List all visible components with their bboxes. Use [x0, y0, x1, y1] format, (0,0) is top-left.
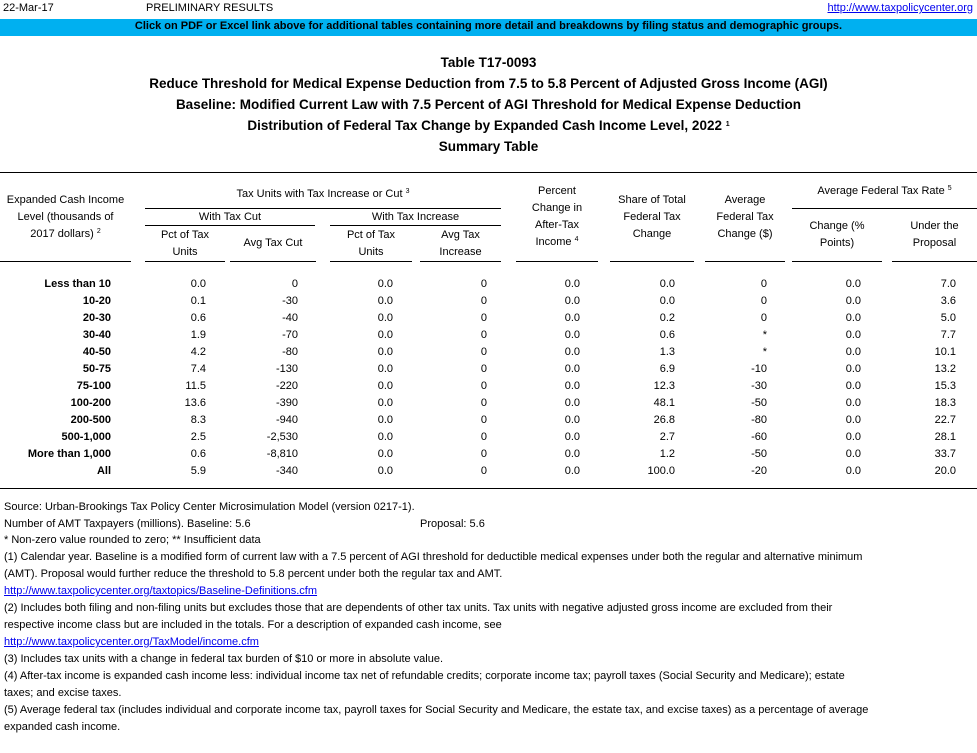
cell-avg-tax-cut: -220: [275, 380, 298, 392]
col-share-header: Share of Total Federal Tax Change: [618, 194, 686, 240]
cell-share-total-change: 1.3: [659, 346, 675, 358]
cell-pct-units-inc: 0.0: [377, 312, 393, 324]
cell-pct-units-cut: 0.6: [190, 312, 206, 324]
col-rule-share: [610, 261, 694, 262]
col-rule-avginc: [420, 261, 501, 262]
cell-pct-change-income: 0.0: [564, 414, 580, 426]
cell-avg-tax-cut: -340: [275, 465, 298, 477]
cell-avg-tax-change: -20: [751, 465, 767, 477]
cell-avg-tax-change: 0: [760, 312, 767, 324]
cell-rate-change: 0.0: [845, 465, 861, 477]
cell-rate-change: 0.0: [845, 329, 861, 341]
col-avg-tax-inc-header: Avg Tax Increase: [439, 229, 482, 258]
cell-pct-units-cut: 2.5: [190, 431, 206, 443]
cell-share-total-change: 0.6: [659, 329, 675, 341]
cell-pct-units-cut: 0.1: [190, 295, 206, 307]
row-label: 200-500: [70, 414, 111, 426]
cell-share-total-change: 1.2: [659, 448, 675, 460]
cell-pct-change-income: 0.0: [564, 431, 580, 443]
tpc-url-link[interactable]: http://www.taxpolicycenter.org: [827, 2, 973, 14]
cell-avg-tax-cut: 0: [291, 278, 298, 290]
cell-share-total-change: 2.7: [659, 431, 675, 443]
cell-share-total-change: 0.0: [659, 295, 675, 307]
cell-pct-change-income: 0.0: [564, 448, 580, 460]
cell-share-total-change: 0.2: [659, 312, 675, 324]
cell-rate-change: 0.0: [845, 431, 861, 443]
income-definition-link[interactable]: http://www.taxpolicycenter.org/TaxModel/income.cfm: [4, 636, 259, 648]
cell-avg-tax-change: -60: [751, 431, 767, 443]
cell-pct-units-cut: 7.4: [190, 363, 206, 375]
col-rule-income: [0, 261, 131, 262]
cell-rate-under-proposal: 22.7: [934, 414, 956, 426]
cell-avg-tax-inc: 0: [480, 465, 487, 477]
cell-pct-units-inc: 0.0: [377, 380, 393, 392]
row-label: 50-75: [82, 363, 111, 375]
cell-pct-units-cut: 5.9: [190, 465, 206, 477]
cell-avg-tax-inc: 0: [480, 312, 487, 324]
cell-pct-change-income: 0.0: [564, 278, 580, 290]
col-pct-change-header: Percent Change in After-Tax Income $^4$: [531, 185, 583, 248]
cell-pct-units-inc: 0.0: [377, 397, 393, 409]
cell-rate-under-proposal: 13.2: [934, 363, 956, 375]
cell-pct-units-inc: 0.0: [377, 414, 393, 426]
cell-avg-tax-change: -30: [751, 380, 767, 392]
col-rule-pctinc: [330, 261, 412, 262]
cell-avg-tax-cut: -8,810: [266, 448, 298, 460]
nonzero-note: * Non-zero value rounded to zero; ** Insufficient data: [4, 534, 261, 546]
cell-avg-tax-cut: -70: [282, 329, 298, 341]
cell-pct-units-inc: 0.0: [377, 465, 393, 477]
cell-pct-units-cut: 13.6: [184, 397, 206, 409]
footnote-3: (3) Includes tax units with a change in federal tax burden of $10 or more in absolute value.: [4, 653, 444, 665]
footnote-1: (1) Calendar year. Baseline is a modified form of current law with a 7.5 percent of AGI threshold for deductible medical expenses under both the regular and alternative minimum: [4, 551, 863, 563]
col-rule-pctcut: [145, 261, 225, 262]
footnote-5: (5) Average federal tax (includes individual and corporate income tax, payroll taxes for Social Security and Medicare, the estate tax, and excise taxes) as a percentage of average: [4, 704, 869, 716]
table-id: Table T17-0093: [440, 55, 537, 70]
cell-share-total-change: 100.0: [647, 465, 675, 477]
cell-rate-change: 0.0: [845, 414, 861, 426]
col-rate-change-header: Change (% Points): [809, 220, 865, 249]
preliminary-label: PRELIMINARY RESULTS: [146, 2, 274, 14]
cell-avg-tax-change: -10: [751, 363, 767, 375]
cell-rate-change: 0.0: [845, 380, 861, 392]
cell-avg-tax-inc: 0: [480, 278, 487, 290]
col-rule-ratechange: [792, 261, 882, 262]
cell-pct-units-inc: 0.0: [377, 278, 393, 290]
cell-avg-tax-cut: -80: [282, 346, 298, 358]
row-label: 20-30: [82, 312, 111, 324]
cell-rate-under-proposal: 20.0: [934, 465, 956, 477]
col-rule-avgchange: [705, 261, 785, 262]
info-banner: [0, 19, 977, 36]
cell-rate-under-proposal: 10.1: [934, 346, 956, 358]
cell-pct-units-cut: 0.0: [190, 278, 206, 290]
cell-rate-change: 0.0: [845, 312, 861, 324]
cell-pct-units-inc: 0.0: [377, 329, 393, 341]
cell-share-total-change: 26.8: [653, 414, 675, 426]
cell-rate-under-proposal: 15.3: [934, 380, 956, 392]
cell-avg-tax-cut: -40: [282, 312, 298, 324]
rate-group-header: Average Federal Tax Rate $^5$: [817, 185, 952, 197]
header-top-rule: [0, 172, 977, 173]
row-label: 75-100: [76, 380, 111, 392]
cell-share-total-change: 12.3: [653, 380, 675, 392]
cell-pct-change-income: 0.0: [564, 363, 580, 375]
cell-pct-change-income: 0.0: [564, 346, 580, 358]
row-label: 30-40: [82, 329, 111, 341]
cell-rate-change: 0.0: [845, 346, 861, 358]
baseline-title: Baseline: Modified Current Law with 7.5 Percent of AGI Threshold for Medical Expense Deduction: [175, 97, 802, 112]
cell-avg-tax-change: *: [762, 346, 767, 358]
cell-avg-tax-cut: -30: [282, 295, 298, 307]
cell-avg-tax-cut: -390: [275, 397, 298, 409]
cell-rate-under-proposal: 33.7: [934, 448, 956, 460]
row-label: 100-200: [70, 397, 111, 409]
taxunits-group-header: Tax Units with Tax Increase or Cut $^3$: [236, 188, 410, 200]
footnote-4-cont: taxes; and excise taxes.: [4, 687, 122, 699]
source-note: Source: Urban-Brookings Tax Policy Center Microsimulation Model (version 0217-1).: [4, 501, 415, 513]
cell-avg-tax-inc: 0: [480, 346, 487, 358]
with-tax-increase-header: With Tax Increase: [371, 211, 460, 223]
cell-rate-under-proposal: 7.7: [940, 329, 956, 341]
cell-avg-tax-cut: -940: [275, 414, 298, 426]
cell-pct-units-cut: 4.2: [190, 346, 206, 358]
row-label: 10-20: [82, 295, 111, 307]
cell-pct-change-income: 0.0: [564, 397, 580, 409]
cell-rate-change: 0.0: [845, 278, 861, 290]
row-label: Less than 10: [44, 278, 111, 290]
row-label: 500-1,000: [61, 431, 111, 443]
cell-pct-change-income: 0.0: [564, 312, 580, 324]
cell-pct-units-inc: 0.0: [377, 363, 393, 375]
cell-avg-tax-inc: 0: [480, 329, 487, 341]
cell-avg-tax-inc: 0: [480, 380, 487, 392]
footnote-1-cont: (AMT). Proposal would further reduce the threshold to 5.8 percent under both the regular tax and AMT.: [4, 568, 503, 580]
cell-rate-change: 0.0: [845, 295, 861, 307]
cell-avg-tax-inc: 0: [480, 431, 487, 443]
row-label: All: [96, 465, 111, 477]
cell-avg-tax-cut: -2,530: [266, 431, 298, 443]
cell-rate-change: 0.0: [845, 397, 861, 409]
cell-pct-change-income: 0.0: [564, 295, 580, 307]
cell-pct-change-income: 0.0: [564, 465, 580, 477]
baseline-definitions-link[interactable]: http://www.taxpolicycenter.org/taxtopics/Baseline-Definitions.cfm: [4, 585, 318, 597]
footnote-4: (4) After-tax income is expanded cash income less: individual income tax net of refundable credits; corporate income tax; payroll taxes (Social Security and Medicare); estate: [4, 670, 845, 682]
cell-avg-tax-inc: 0: [480, 448, 487, 460]
cell-rate-under-proposal: 5.0: [940, 312, 956, 324]
cell-avg-tax-cut: -130: [275, 363, 298, 375]
cell-avg-tax-change: -80: [751, 414, 767, 426]
cell-avg-tax-inc: 0: [480, 397, 487, 409]
amt-proposal-note: Proposal: 5.6: [420, 518, 485, 530]
cell-avg-tax-change: 0: [760, 278, 767, 290]
col-rule-rateunder: [892, 261, 977, 262]
cell-pct-units-inc: 0.0: [377, 295, 393, 307]
col-avg-change-header: Average Federal Tax Change ($): [716, 194, 774, 240]
cell-rate-change: 0.0: [845, 448, 861, 460]
cell-avg-tax-change: -50: [751, 448, 767, 460]
summary-title: Summary Table: [438, 139, 539, 154]
cell-pct-units-inc: 0.0: [377, 431, 393, 443]
table-title: Reduce Threshold for Medical Expense Deduction from 7.5 to 5.8 Percent of Adjusted Gross Income (AGI): [149, 76, 828, 91]
cell-rate-under-proposal: 7.0: [940, 278, 956, 290]
cell-avg-tax-inc: 0: [480, 363, 487, 375]
footnote-2: (2) Includes both filing and non-filing units but excludes those that are dependents of other tax units. Tax units with negative adjusted gross income are excluded from their: [4, 602, 833, 614]
cell-pct-units-cut: 11.5: [185, 380, 206, 392]
col-rule-avgcut: [230, 261, 316, 262]
col-pct-units-cut-header: Pct of Tax Units: [160, 229, 210, 258]
col-avg-tax-cut-header: Avg Tax Cut: [243, 237, 303, 249]
cell-pct-change-income: 0.0: [564, 329, 580, 341]
cell-pct-units-inc: 0.0: [377, 346, 393, 358]
cell-pct-units-cut: 0.6: [190, 448, 206, 460]
cell-share-total-change: 48.1: [653, 397, 675, 409]
row-label: More than 1,000: [27, 448, 111, 460]
row-label: 40-50: [82, 346, 111, 358]
report-date: 22-Mar-17: [3, 2, 54, 14]
col-pct-units-inc-header: Pct of Tax Units: [346, 229, 396, 258]
footnote-5-cont: expanded cash income.: [4, 721, 121, 733]
cell-avg-tax-inc: 0: [480, 295, 487, 307]
cell-avg-tax-change: 0: [760, 295, 767, 307]
footnote-2-cont: respective income class but are included in the totals. For a description of expanded cash income, see: [4, 619, 502, 631]
cell-rate-change: 0.0: [845, 363, 861, 375]
col-rule-pctchange: [516, 261, 598, 262]
cell-avg-tax-inc: 0: [480, 414, 487, 426]
distribution-title: Distribution of Federal Tax Change by Expanded Cash Income Level, 2022 $^1$: [247, 118, 730, 133]
cell-rate-under-proposal: 3.6: [940, 295, 956, 307]
cell-avg-tax-change: *: [762, 329, 767, 341]
col-rate-under-header: Under the Proposal: [910, 220, 959, 249]
col-income-header: Expanded Cash Income Level (thousands of 2017 dollars) $^2$: [6, 194, 125, 240]
amt-baseline-note: Number of AMT Taxpayers (millions). Baseline: 5.6: [4, 518, 251, 530]
cell-pct-units-cut: 1.9: [190, 329, 206, 341]
cell-avg-tax-change: -50: [751, 397, 767, 409]
info-banner-text: Click on PDF or Excel link above for additional tables containing more detail and breakdowns by filing status and demographic groups.: [134, 20, 843, 32]
cell-rate-under-proposal: 28.1: [934, 431, 956, 443]
rate-rule: [792, 208, 977, 209]
cell-share-total-change: 6.9: [659, 363, 675, 375]
table-bottom-rule: [0, 488, 977, 489]
cell-share-total-change: 0.0: [659, 278, 675, 290]
cell-pct-units-inc: 0.0: [377, 448, 393, 460]
cell-pct-change-income: 0.0: [564, 380, 580, 392]
cell-pct-units-cut: 8.3: [190, 414, 206, 426]
cell-rate-under-proposal: 18.3: [934, 397, 956, 409]
with-tax-cut-header: With Tax Cut: [198, 211, 262, 223]
